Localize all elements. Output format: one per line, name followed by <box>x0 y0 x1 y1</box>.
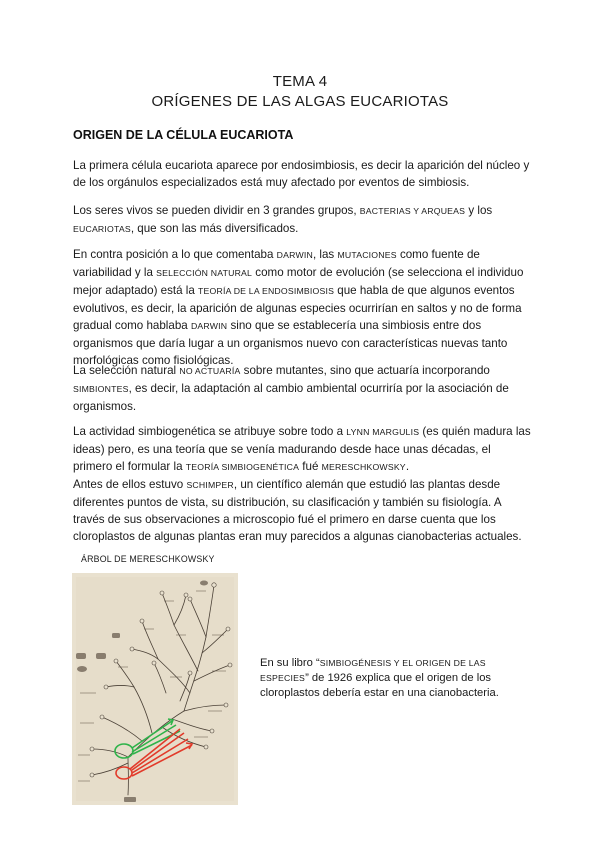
text-run: La actividad simbiogenética se atribuye sobre todo a <box>73 425 347 438</box>
figure-side-text <box>260 656 505 701</box>
term-simbiontes: SIMBIONTES <box>73 384 129 394</box>
text-run: . <box>405 460 410 473</box>
paragraph-intro <box>73 157 533 191</box>
term-bacterias-arqueas: BACTERIAS Y ARQUEAS <box>359 206 466 216</box>
term-teoria-endosimbiosis: TEORÍA DE LA ENDOSIMBIOSIS <box>198 286 335 296</box>
paragraph-endosymbiosis <box>73 246 533 369</box>
text-run: como motor de evolución (se selecciona el individuo mejor adaptado) está la <box>73 266 524 297</box>
paragraph-text: La primera célula eucariota aparece por endosimbiosis, es decir la aparición del núcleo y de los orgánulos especializados está muy afectado por eventos de simbiosis. <box>73 159 530 189</box>
page-title: TEMA 4 <box>272 73 328 90</box>
text-run: En su libro “ <box>260 657 320 669</box>
paragraph-margulis <box>73 423 533 476</box>
text-run: En contra posición a lo que comentaba <box>73 248 277 261</box>
text-run: , un científico alemán que estudió las plantas desde diferentes puntos de vista, su distribución, su clasificación y también su fisiología. A través de sus observaciones a microscopio fué el primero en darse cuenta que los cloroplastos de algunas plantas eran muy parecidos a algunas cianobacterias actuales. <box>73 478 522 543</box>
text-run: y los <box>465 204 493 217</box>
term-no-actuaria: NO ACTUARÍA <box>179 366 241 376</box>
term-schimper: SCHIMPER <box>186 480 234 490</box>
term-mutaciones: MUTACIONES <box>337 250 397 260</box>
page-subtitle: ORÍGENES DE LAS ALGAS EUCARIOTAS <box>151 93 449 110</box>
text-run: , que son las más diversificados. <box>130 222 299 235</box>
term-mereschkowsky: MERESCHKOWSKY <box>321 462 406 472</box>
text-run: La selección natural <box>73 364 180 377</box>
text-run: como fuente de variabilidad y la <box>73 248 480 279</box>
term-darwin: DARWIN <box>190 321 228 331</box>
text-run: que habla de que algunos eventos evolutivos, es decir, la aparición de algunas especies ocurrirían en saltos y no de forma gradual como hablaba <box>73 284 522 332</box>
text-run: sino que se establecería una simbiosis entre dos organismos que daría lugar a un organismos nuevo con características nuevas tanto morfológicas como fisiológicas. <box>73 319 508 367</box>
text-run: , las <box>312 248 338 261</box>
paragraph-schimper <box>73 476 533 545</box>
text-run: Los seres vivos se pueden dividir en 3 grandes grupos, <box>73 204 360 217</box>
term-eucariotas: EUCARIOTAS <box>73 224 131 234</box>
text-run: sobre mutantes, sino que actuaría incorporando <box>240 364 490 377</box>
term-seleccion-natural: SELECCIÓN NATURAL <box>156 268 253 278</box>
term-lynn-margulis: LYNN MARGULIS <box>346 427 420 437</box>
term-book-title: SIMBIOGÉNESIS Y EL ORIGEN DE LAS ESPECIES <box>260 658 486 683</box>
section-heading: ORIGEN DE LA CÉLULA EUCARIOTA <box>73 128 294 142</box>
term-darwin: DARWIN <box>276 250 313 260</box>
mereschkowsky-tree-figure <box>72 573 238 805</box>
figure-caption: ÁRBOL DE MERESCHKOWSKY <box>81 554 215 564</box>
paragraph-natural-selection <box>73 362 533 415</box>
paragraph-groups <box>73 202 533 238</box>
text-run: fué <box>299 460 322 473</box>
text-run: , es decir, la adaptación al cambio ambiental ocurriría por la asociación de organismos. <box>73 382 509 413</box>
text-run: Antes de ellos estuvo <box>73 478 187 491</box>
text-run: ” de 1926 explica que el origen de los cloroplastos debería estar en una cianobacteria. <box>260 672 499 699</box>
text-run: (es quién madura las ideas) pero, es una teoría que se venía madurando desde hace unas décadas, el primero el formular la <box>73 425 531 473</box>
term-teoria-simbiogenetica: TEORÍA SIMBIOGENÉTICA <box>185 462 300 472</box>
